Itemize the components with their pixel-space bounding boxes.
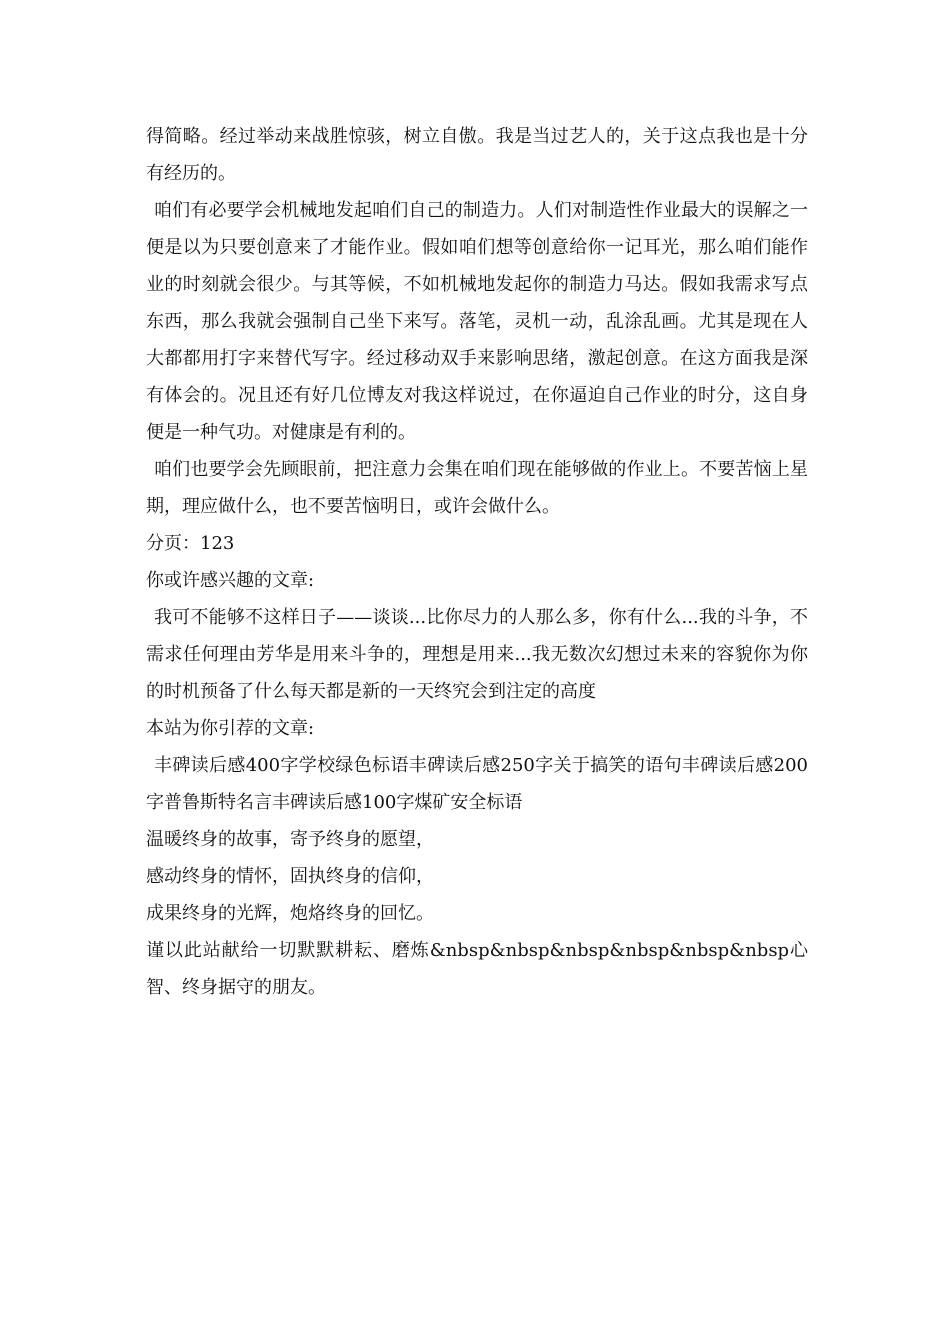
document-page bbox=[146, 118, 808, 1006]
closing-line-1: 温暖终身的故事，寄予终身的愿望， bbox=[146, 829, 434, 850]
paragraph-focus: 咱们也要学会先顾眼前，把注意力会集在咱们现在能够做的作业上。不要苦恼上星期，理应做什么，也不要苦恼明日，或许会做什么。 bbox=[146, 459, 808, 517]
closing-line-2: 感动终身的情怀，固执终身的信仰， bbox=[146, 866, 434, 887]
recommended-articles-heading: 本站为你引荐的文章: bbox=[146, 718, 315, 739]
related-articles-text: 我可不能够不这样日子——谈谈...比你尽力的人那么多，你有什么...我的斗争，不需求任何理由芳华是用来斗争的，理想是用来...我无数次幻想过未来的容貌你为你的时机预备了什么每天都是新的一天终究会到注定的高度 bbox=[146, 607, 808, 702]
closing-line-3: 成果终身的光辉，炮烙终身的回忆。 bbox=[146, 903, 434, 924]
recommended-articles-text: 丰碑读后感400字学校绿色标语丰碑读后感250字关于搞笑的语句丰碑读后感200字普鲁斯特名言丰碑读后感100字煤矿安全标语 bbox=[146, 755, 808, 813]
dedication-text: 谨以此站献给一切默默耕耘、磨炼&nbsp&nbsp&nbsp&nbsp&nbsp&nbsp心智、终身据守的朋友。 bbox=[146, 940, 808, 998]
related-articles-heading: 你或许感兴趣的文章: bbox=[146, 570, 315, 591]
pagination-text: 分页：123 bbox=[146, 533, 235, 554]
paragraph-intro: 得简略。经过举动来战胜惊骇，树立自傲。我是当过艺人的，关于这点我也是十分有经历的。 bbox=[146, 126, 808, 184]
paragraph-creativity: 咱们有必要学会机械地发起咱们自己的制造力。人们对制造性作业最大的误解之一便是以为只要创意来了才能作业。假如咱们想等创意给你一记耳光，那么咱们能作业的时刻就会很少。与其等候，不如机械地发起你的制造力马达。假如我需求写点东西，那么我就会强制自己坐下来写。落笔，灵机一动，乱涂乱画。尤其是现在人大都都用打字来替代写字。经过移动双手来影响思绪，激起创意。在这方面我是深有体会的。况且还有好几位博友对我这样说过，在你逼迫自己作业的时分，这自身便是一种气功。对健康是有利的。 bbox=[146, 200, 808, 443]
